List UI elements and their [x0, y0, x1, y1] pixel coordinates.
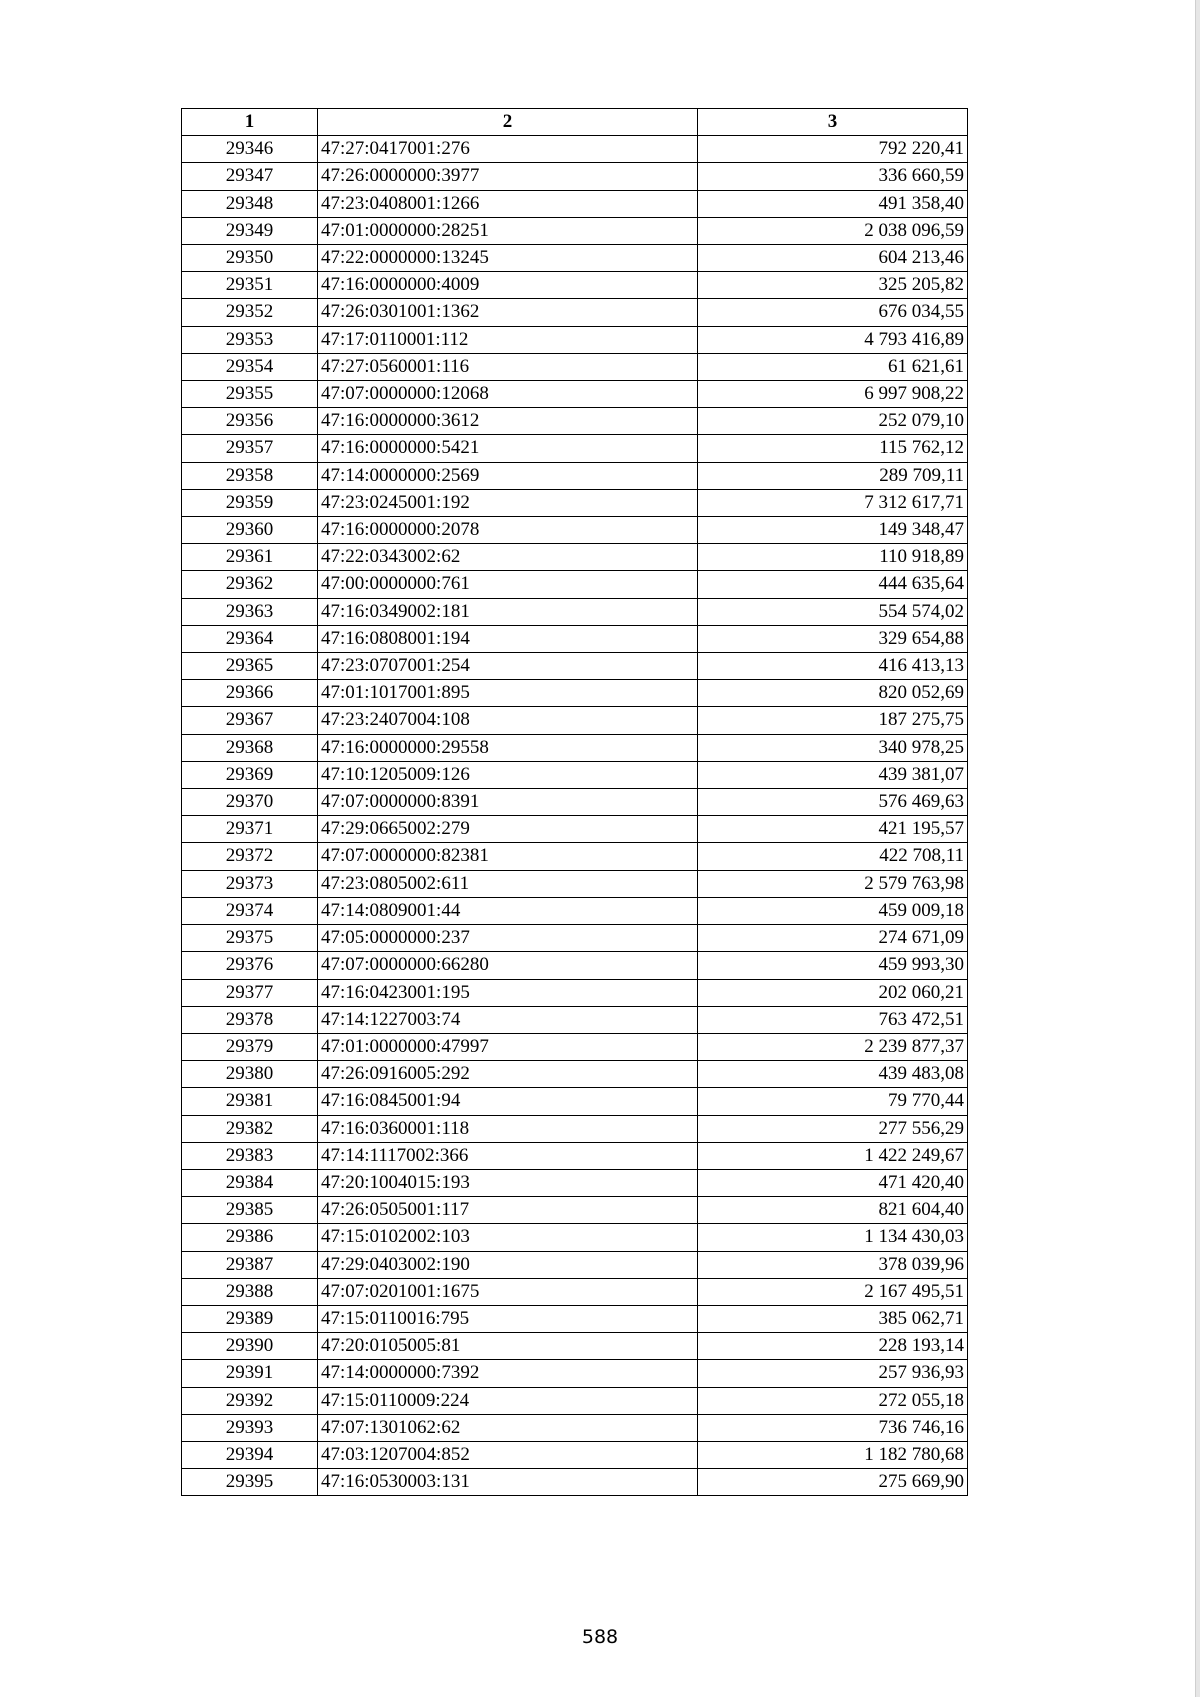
- cadastral-number-cell: 47:16:0000000:4009: [318, 272, 698, 299]
- value-cell: 79 770,44: [698, 1088, 968, 1115]
- cadastral-number-cell: 47:07:0000000:82381: [318, 843, 698, 870]
- row-number-cell: 29359: [182, 489, 318, 516]
- row-number-cell: 29395: [182, 1469, 318, 1496]
- row-number-cell: 29346: [182, 136, 318, 163]
- table-row: [182, 489, 968, 516]
- value-cell: 2 038 096,59: [698, 217, 968, 244]
- value-cell: 459 993,30: [698, 952, 968, 979]
- cadastral-number-cell: 47:16:0360001:118: [318, 1115, 698, 1142]
- table-row: [182, 326, 968, 353]
- cadastral-number-cell: 47:07:0000000:66280: [318, 952, 698, 979]
- cadastral-number-cell: 47:16:0845001:94: [318, 1088, 698, 1115]
- cadastral-number-cell: 47:23:0707001:254: [318, 653, 698, 680]
- value-cell: 385 062,71: [698, 1305, 968, 1332]
- row-number-cell: 29362: [182, 571, 318, 598]
- table-row: [182, 1305, 968, 1332]
- table-row: [182, 1278, 968, 1305]
- table-row: [182, 381, 968, 408]
- row-number-cell: 29348: [182, 190, 318, 217]
- row-number-cell: 29361: [182, 544, 318, 571]
- column-header-1: 1: [182, 109, 318, 136]
- cadastral-number-cell: 47:27:0560001:116: [318, 353, 698, 380]
- value-cell: 2 239 877,37: [698, 1033, 968, 1060]
- value-cell: 821 604,40: [698, 1197, 968, 1224]
- table-row: [182, 299, 968, 326]
- row-number-cell: 29378: [182, 1006, 318, 1033]
- table-row: [182, 1251, 968, 1278]
- row-number-cell: 29385: [182, 1197, 318, 1224]
- table-row: [182, 353, 968, 380]
- page-edge: [1195, 0, 1200, 1697]
- row-number-cell: 29382: [182, 1115, 318, 1142]
- value-cell: 325 205,82: [698, 272, 968, 299]
- value-cell: 554 574,02: [698, 598, 968, 625]
- cadastral-number-cell: 47:16:0000000:5421: [318, 435, 698, 462]
- table-row: [182, 462, 968, 489]
- table-row: [182, 163, 968, 190]
- table-row: [182, 136, 968, 163]
- table-row: [182, 1360, 968, 1387]
- value-cell: 576 469,63: [698, 789, 968, 816]
- cadastral-number-cell: 47:20:1004015:193: [318, 1169, 698, 1196]
- table-row: [182, 897, 968, 924]
- row-number-cell: 29363: [182, 598, 318, 625]
- table-row: [182, 272, 968, 299]
- row-number-cell: 29389: [182, 1305, 318, 1332]
- cadastral-number-cell: 47:16:0000000:29558: [318, 734, 698, 761]
- table-row: [182, 544, 968, 571]
- table-row: [182, 680, 968, 707]
- value-cell: 422 708,11: [698, 843, 968, 870]
- value-cell: 378 039,96: [698, 1251, 968, 1278]
- table-row: [182, 1142, 968, 1169]
- value-cell: 421 195,57: [698, 816, 968, 843]
- cadastral-number-cell: 47:26:0000000:3977: [318, 163, 698, 190]
- column-header-2: 2: [318, 109, 698, 136]
- cadastral-number-cell: 47:07:0000000:12068: [318, 381, 698, 408]
- value-cell: 763 472,51: [698, 1006, 968, 1033]
- value-cell: 275 669,90: [698, 1469, 968, 1496]
- row-number-cell: 29386: [182, 1224, 318, 1251]
- value-cell: 61 621,61: [698, 353, 968, 380]
- table-row: [182, 1224, 968, 1251]
- row-number-cell: 29394: [182, 1441, 318, 1468]
- value-cell: 604 213,46: [698, 245, 968, 272]
- row-number-cell: 29367: [182, 707, 318, 734]
- row-number-cell: 29390: [182, 1333, 318, 1360]
- row-number-cell: 29391: [182, 1360, 318, 1387]
- row-number-cell: 29384: [182, 1169, 318, 1196]
- row-number-cell: 29358: [182, 462, 318, 489]
- table-row: [182, 843, 968, 870]
- cadastral-number-cell: 47:20:0105005:81: [318, 1333, 698, 1360]
- cadastral-number-cell: 47:01:0000000:28251: [318, 217, 698, 244]
- table-row: [182, 217, 968, 244]
- table-row: [182, 1414, 968, 1441]
- value-cell: 7 312 617,71: [698, 489, 968, 516]
- table-row: [182, 925, 968, 952]
- row-number-cell: 29368: [182, 734, 318, 761]
- table-row: [182, 1169, 968, 1196]
- cadastral-number-cell: 47:15:0110016:795: [318, 1305, 698, 1332]
- cadastral-number-cell: 47:16:0423001:195: [318, 979, 698, 1006]
- row-number-cell: 29388: [182, 1278, 318, 1305]
- row-number-cell: 29392: [182, 1387, 318, 1414]
- row-number-cell: 29354: [182, 353, 318, 380]
- table-row: [182, 435, 968, 462]
- table-row: [182, 707, 968, 734]
- table-row: [182, 653, 968, 680]
- row-number-cell: 29379: [182, 1033, 318, 1060]
- row-number-cell: 29366: [182, 680, 318, 707]
- value-cell: 2 167 495,51: [698, 1278, 968, 1305]
- cadastral-number-cell: 47:23:0408001:1266: [318, 190, 698, 217]
- value-cell: 149 348,47: [698, 517, 968, 544]
- cadastral-number-cell: 47:14:0000000:2569: [318, 462, 698, 489]
- cadastral-number-cell: 47:17:0110001:112: [318, 326, 698, 353]
- cadastral-number-cell: 47:01:1017001:895: [318, 680, 698, 707]
- row-number-cell: 29371: [182, 816, 318, 843]
- row-number-cell: 29352: [182, 299, 318, 326]
- value-cell: 416 413,13: [698, 653, 968, 680]
- cadastral-number-cell: 47:23:0805002:611: [318, 870, 698, 897]
- value-cell: 459 009,18: [698, 897, 968, 924]
- cadastral-number-cell: 47:16:0808001:194: [318, 625, 698, 652]
- cadastral-number-cell: 47:16:0349002:181: [318, 598, 698, 625]
- table-header: [182, 109, 968, 136]
- table-row: [182, 408, 968, 435]
- value-cell: 4 793 416,89: [698, 326, 968, 353]
- cadastral-number-cell: 47:05:0000000:237: [318, 925, 698, 952]
- table-row: [182, 517, 968, 544]
- cadastral-number-cell: 47:29:0665002:279: [318, 816, 698, 843]
- value-cell: 439 381,07: [698, 761, 968, 788]
- cadastral-number-cell: 47:15:0110009:224: [318, 1387, 698, 1414]
- cadastral-number-cell: 47:15:0102002:103: [318, 1224, 698, 1251]
- cadastral-number-cell: 47:22:0343002:62: [318, 544, 698, 571]
- cadastral-number-cell: 47:27:0417001:276: [318, 136, 698, 163]
- row-number-cell: 29374: [182, 897, 318, 924]
- value-cell: 115 762,12: [698, 435, 968, 462]
- value-cell: 257 936,93: [698, 1360, 968, 1387]
- cadastral-number-cell: 47:16:0000000:2078: [318, 517, 698, 544]
- table-row: [182, 245, 968, 272]
- value-cell: 444 635,64: [698, 571, 968, 598]
- table-row: [182, 1115, 968, 1142]
- cadastral-number-cell: 47:10:1205009:126: [318, 761, 698, 788]
- page-number: 588: [581, 1626, 619, 1648]
- value-cell: 2 579 763,98: [698, 870, 968, 897]
- cadastral-number-cell: 47:26:0301001:1362: [318, 299, 698, 326]
- cadastral-number-cell: 47:26:0505001:117: [318, 1197, 698, 1224]
- table-row: [182, 1441, 968, 1468]
- row-number-cell: 29381: [182, 1088, 318, 1115]
- cadastral-number-cell: 47:23:2407004:108: [318, 707, 698, 734]
- value-cell: 272 055,18: [698, 1387, 968, 1414]
- table-body: [182, 136, 968, 1496]
- cadastral-number-cell: 47:07:0000000:8391: [318, 789, 698, 816]
- cadastral-number-cell: 47:14:0000000:7392: [318, 1360, 698, 1387]
- table-row: [182, 1333, 968, 1360]
- value-cell: 6 997 908,22: [698, 381, 968, 408]
- table-row: [182, 1387, 968, 1414]
- table-row: [182, 1088, 968, 1115]
- row-number-cell: 29373: [182, 870, 318, 897]
- row-number-cell: 29372: [182, 843, 318, 870]
- table-row: [182, 1033, 968, 1060]
- table-row: [182, 625, 968, 652]
- cadastral-number-cell: 47:14:1227003:74: [318, 1006, 698, 1033]
- row-number-cell: 29393: [182, 1414, 318, 1441]
- cadastral-number-cell: 47:22:0000000:13245: [318, 245, 698, 272]
- value-cell: 1 182 780,68: [698, 1441, 968, 1468]
- cadastral-number-cell: 47:29:0403002:190: [318, 1251, 698, 1278]
- row-number-cell: 29349: [182, 217, 318, 244]
- value-cell: 820 052,69: [698, 680, 968, 707]
- table-row: [182, 761, 968, 788]
- value-cell: 471 420,40: [698, 1169, 968, 1196]
- value-cell: 792 220,41: [698, 136, 968, 163]
- table-row: [182, 1006, 968, 1033]
- table-row: [182, 816, 968, 843]
- cadastral-number-cell: 47:07:0201001:1675: [318, 1278, 698, 1305]
- value-cell: 736 746,16: [698, 1414, 968, 1441]
- table-row: [182, 952, 968, 979]
- row-number-cell: 29383: [182, 1142, 318, 1169]
- row-number-cell: 29377: [182, 979, 318, 1006]
- row-number-cell: 29355: [182, 381, 318, 408]
- table-row: [182, 734, 968, 761]
- table-row: [182, 1061, 968, 1088]
- row-number-cell: 29353: [182, 326, 318, 353]
- value-cell: 252 079,10: [698, 408, 968, 435]
- row-number-cell: 29370: [182, 789, 318, 816]
- row-number-cell: 29380: [182, 1061, 318, 1088]
- data-table: [181, 108, 968, 1496]
- value-cell: 110 918,89: [698, 544, 968, 571]
- cadastral-number-cell: 47:16:0000000:3612: [318, 408, 698, 435]
- cadastral-number-cell: 47:14:0809001:44: [318, 897, 698, 924]
- row-number-cell: 29376: [182, 952, 318, 979]
- table-row: [182, 979, 968, 1006]
- cadastral-number-cell: 47:03:1207004:852: [318, 1441, 698, 1468]
- table-row: [182, 571, 968, 598]
- row-number-cell: 29347: [182, 163, 318, 190]
- header-row: [182, 109, 968, 136]
- value-cell: 277 556,29: [698, 1115, 968, 1142]
- value-cell: 187 275,75: [698, 707, 968, 734]
- cadastral-number-cell: 47:26:0916005:292: [318, 1061, 698, 1088]
- table-row: [182, 870, 968, 897]
- cadastral-number-cell: 47:16:0530003:131: [318, 1469, 698, 1496]
- value-cell: 202 060,21: [698, 979, 968, 1006]
- row-number-cell: 29387: [182, 1251, 318, 1278]
- row-number-cell: 29357: [182, 435, 318, 462]
- table-row: [182, 789, 968, 816]
- cadastral-number-cell: 47:23:0245001:192: [318, 489, 698, 516]
- row-number-cell: 29356: [182, 408, 318, 435]
- value-cell: 676 034,55: [698, 299, 968, 326]
- table-row: [182, 1469, 968, 1496]
- value-cell: 289 709,11: [698, 462, 968, 489]
- row-number-cell: 29351: [182, 272, 318, 299]
- table-row: [182, 1197, 968, 1224]
- column-header-3: 3: [698, 109, 968, 136]
- value-cell: 228 193,14: [698, 1333, 968, 1360]
- cadastral-number-cell: 47:00:0000000:761: [318, 571, 698, 598]
- cadastral-number-cell: 47:01:0000000:47997: [318, 1033, 698, 1060]
- row-number-cell: 29360: [182, 517, 318, 544]
- table-row: [182, 598, 968, 625]
- value-cell: 340 978,25: [698, 734, 968, 761]
- value-cell: 274 671,09: [698, 925, 968, 952]
- value-cell: 336 660,59: [698, 163, 968, 190]
- row-number-cell: 29350: [182, 245, 318, 272]
- row-number-cell: 29369: [182, 761, 318, 788]
- row-number-cell: 29375: [182, 925, 318, 952]
- row-number-cell: 29364: [182, 625, 318, 652]
- value-cell: 439 483,08: [698, 1061, 968, 1088]
- cadastral-number-cell: 47:07:1301062:62: [318, 1414, 698, 1441]
- value-cell: 1 422 249,67: [698, 1142, 968, 1169]
- value-cell: 1 134 430,03: [698, 1224, 968, 1251]
- row-number-cell: 29365: [182, 653, 318, 680]
- value-cell: 491 358,40: [698, 190, 968, 217]
- value-cell: 329 654,88: [698, 625, 968, 652]
- table-row: [182, 190, 968, 217]
- cadastral-number-cell: 47:14:1117002:366: [318, 1142, 698, 1169]
